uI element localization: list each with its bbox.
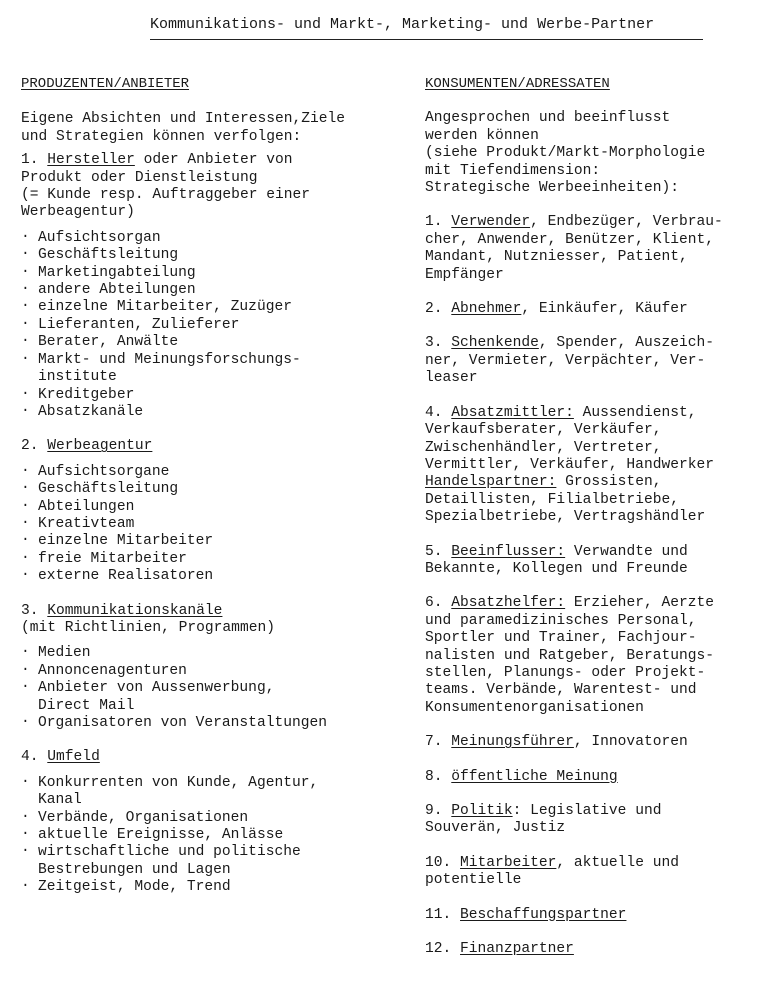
list-item: [21, 775, 396, 810]
consumer-entry: [425, 941, 775, 958]
list-item-line: institute: [38, 369, 117, 386]
list-item-line: wirtschaftliche und politische: [38, 844, 301, 861]
entry-number: 9.: [425, 803, 452, 819]
list-item: . Zeitgeist, Mode, Trend: [21, 879, 396, 896]
entry-keyword: Finanzpartner: [460, 941, 574, 958]
kanaele-list: [21, 645, 396, 732]
list-item: . Marketingabteilung: [21, 265, 396, 282]
section-title: [21, 438, 396, 455]
section-text-line: Produkt oder Dienstleistung: [21, 169, 258, 186]
section-keyword: Hersteller: [47, 152, 135, 169]
list-item: . Aufsichtsorgane: [21, 464, 396, 481]
section-title: [21, 152, 396, 169]
section-werbeagentur: [21, 438, 396, 585]
entry-text-line: potentielle: [425, 872, 522, 889]
entry-text: Verwandte und: [565, 543, 688, 560]
entry-text-line: Bekannte, Kollegen und Freunde: [425, 560, 688, 577]
entry-keyword: Absatzmittler:: [451, 404, 574, 421]
entry-first-line: [425, 907, 775, 924]
section-keyword: Werbeagentur: [47, 438, 153, 455]
entry-text-line: ner, Vermieter, Verpächter, Ver-: [425, 352, 706, 369]
entry-text-line: teams. Verbände, Warentest- und: [425, 682, 697, 699]
entry-text-line: Konsumentenorganisationen: [425, 699, 644, 716]
consumer-entry: [425, 803, 775, 838]
section-number: 3.: [21, 602, 48, 619]
entry-number: 10.: [425, 854, 461, 871]
entry-text-line: und paramedizinisches Personal,: [425, 612, 697, 629]
consumer-entry: [425, 855, 775, 890]
entry-first-line: [425, 301, 775, 318]
list-item: [21, 352, 396, 387]
entry-keyword: Verwender: [451, 214, 531, 231]
producers-intro-line: und Strategien können verfolgen:: [21, 128, 302, 145]
entry-keyword: Beeinflusser:: [451, 543, 566, 560]
list-item: . Geschäftsleitung: [21, 247, 396, 264]
entry-text-line: Empfänger: [425, 266, 504, 283]
entry-keyword: Abnehmer: [451, 301, 522, 318]
list-item: . Aufsichtsorgan: [21, 230, 396, 247]
entry-number: 5.: [425, 543, 452, 560]
entry-number: 8.: [425, 768, 452, 785]
entry-text: , Einkäufer, Käufer: [521, 301, 688, 318]
list-item: . Kreativteam: [21, 516, 396, 533]
list-item: [21, 844, 396, 879]
entry-number: 4.: [425, 404, 452, 421]
list-item-line: Direct Mail: [38, 697, 135, 714]
section-title: [21, 749, 396, 766]
section-keyword: Umfeld: [47, 749, 100, 766]
entry-text-line: Souverän, Justiz: [425, 820, 566, 837]
consumer-entry: [425, 544, 775, 579]
list-item-line: Anbieter von Aussenwerbung,: [38, 680, 275, 697]
entry-text: Aussendienst,: [573, 404, 697, 421]
entry-first-line: [425, 941, 775, 958]
producers-intro-line: Eigene Absichten und Interessen,Ziele: [21, 111, 346, 128]
consumer-entry: [425, 214, 775, 284]
consumer-entry: [425, 335, 775, 387]
section-number: 2.: [21, 438, 48, 455]
consumers-intro-line: (siehe Produkt/Markt-Morphologie: [425, 145, 706, 162]
entry-first-line: [425, 335, 775, 352]
entry-text-line: Verkaufsberater, Verkäufer,: [425, 422, 662, 439]
entry-text-line: Detaillisten, Filialbetriebe,: [425, 491, 679, 508]
entry-text-line: Spezialbetriebe, Vertragshändler: [425, 509, 706, 526]
list-item: . Medien: [21, 645, 396, 662]
entry-text-line: Vermittler, Verkäufer, Handwerker: [425, 456, 715, 473]
entry-text-line: Sportler und Trainer, Fachjour-: [425, 630, 697, 647]
section-hersteller: [21, 152, 396, 421]
consumer-entry: [425, 734, 775, 751]
entry-first-line: [425, 734, 775, 751]
umfeld-list: [21, 775, 396, 897]
list-item: . Organisatoren von Veranstaltungen: [21, 715, 396, 732]
entry-text: : Legislative und: [512, 803, 662, 819]
section-title: [21, 603, 396, 620]
entry-text: Grossisten,: [556, 474, 662, 491]
hersteller-list: [21, 230, 396, 421]
section-keyword: Kommunikationskanäle: [47, 602, 223, 619]
consumer-entry: [425, 595, 775, 717]
consumers-heading: KONSUMENTEN/ADRESSATEN: [425, 76, 610, 92]
entry-keyword: Handelspartner:: [425, 474, 557, 491]
entry-first-line: [425, 769, 775, 786]
entry-text: , Innovatoren: [573, 734, 688, 751]
section-kommunikationskanaele: [21, 603, 396, 733]
entry-number: 1.: [425, 214, 452, 231]
entry-keyword: Absatzhelfer:: [451, 595, 566, 612]
entry-keyword: Mitarbeiter: [460, 854, 557, 871]
list-item: . Geschäftsleitung: [21, 481, 396, 498]
entry-first-line: [425, 214, 775, 231]
list-item-line: Konkurrenten von Kunde, Agentur,: [38, 774, 319, 791]
entry-text-line: leaser: [425, 370, 478, 387]
list-item: [21, 680, 396, 715]
section-text-line: Werbeagentur): [21, 204, 135, 221]
entry-number: 11.: [425, 906, 461, 923]
consumer-entry: [425, 301, 775, 318]
consumers-column: [425, 76, 775, 958]
entry-text-line: Mandant, Nutzniesser, Patient,: [425, 249, 688, 266]
entry-keyword: Meinungsführer: [451, 734, 574, 751]
list-item: . Berater, Anwälte: [21, 334, 396, 351]
entry-keyword: Politik: [451, 803, 513, 819]
entry-first-line: [425, 474, 775, 491]
consumers-intro: [425, 110, 775, 197]
list-item: . freie Mitarbeiter: [21, 551, 396, 568]
entry-text-line: Zwischenhändler, Vertreter,: [425, 439, 662, 456]
entry-text: Erzieher, Aerzte: [565, 595, 715, 612]
page-title: Kommunikations- und Markt-, Marketing- und Werbe-Partner: [150, 16, 655, 33]
list-item: . Annoncenagenturen: [21, 663, 396, 680]
entry-first-line: [425, 855, 775, 872]
list-item: . Verbände, Organisationen: [21, 810, 396, 827]
entry-keyword: Schenkende: [451, 335, 539, 352]
title-underline: [150, 39, 703, 40]
list-item: . einzelne Mitarbeiter: [21, 533, 396, 550]
entry-text: , aktuelle und: [556, 854, 679, 871]
list-item: . andere Abteilungen: [21, 282, 396, 299]
entry-text-line: cher, Anwender, Benützer, Klient,: [425, 231, 715, 248]
consumers-intro-line: mit Tiefendimension:: [425, 162, 601, 179]
producers-column: [21, 76, 396, 897]
entry-first-line: [425, 544, 775, 561]
entry-number: 2.: [425, 301, 452, 318]
consumers-entries: [425, 214, 775, 958]
consumer-entry: [425, 405, 775, 527]
entry-number: 3.: [425, 335, 452, 352]
list-item-line: Kanal: [38, 792, 82, 809]
entry-text-line: nalisten und Ratgeber, Beratungs-: [425, 647, 715, 664]
list-item: . einzelne Mitarbeiter, Zuzüger: [21, 299, 396, 316]
entry-first-line: [425, 595, 775, 612]
producers-heading: PRODUZENTEN/ANBIETER: [21, 76, 190, 92]
section-text-line: (= Kunde resp. Auftraggeber einer: [21, 187, 311, 204]
list-item-line: Markt- und Meinungsforschungs-: [38, 351, 301, 368]
consumers-intro-line: werden können: [425, 127, 539, 144]
entry-number: 12.: [425, 941, 461, 958]
entry-text-line: stellen, Planungs- oder Projekt-: [425, 664, 706, 681]
entry-number: 7.: [425, 734, 452, 751]
list-item: . Abteilungen: [21, 499, 396, 516]
consumers-intro-line: Angesprochen und beeinflusst: [425, 110, 671, 127]
entry-text: , Endbezüger, Verbrau-: [530, 214, 723, 231]
consumers-intro-line: Strategische Werbeeinheiten):: [425, 180, 679, 197]
entry-number: 6.: [425, 595, 452, 612]
section-number: 1.: [21, 152, 48, 169]
entry-keyword: Beschaffungspartner: [460, 906, 627, 923]
list-item: . externe Realisatoren: [21, 568, 396, 585]
list-item: . aktuelle Ereignisse, Anlässe: [21, 827, 396, 844]
list-item: . Kreditgeber: [21, 387, 396, 404]
entry-first-line: [425, 405, 775, 422]
list-item-line: Bestrebungen und Lagen: [38, 861, 231, 878]
section-number: 4.: [21, 749, 48, 766]
consumer-entry: [425, 907, 775, 924]
list-item: . Absatzkanäle: [21, 404, 396, 421]
werbeagentur-list: [21, 464, 396, 586]
entry-first-line: [425, 803, 775, 820]
consumer-entry: [425, 769, 775, 786]
section-title-tail: oder Anbieter von: [134, 152, 293, 169]
entry-keyword: öffentliche Meinung: [451, 768, 618, 785]
section-text-line: (mit Richtlinien, Programmen): [21, 619, 275, 636]
entry-text: , Spender, Auszeich-: [538, 335, 715, 352]
list-item: . Lieferanten, Zulieferer: [21, 317, 396, 334]
section-umfeld: [21, 749, 396, 896]
